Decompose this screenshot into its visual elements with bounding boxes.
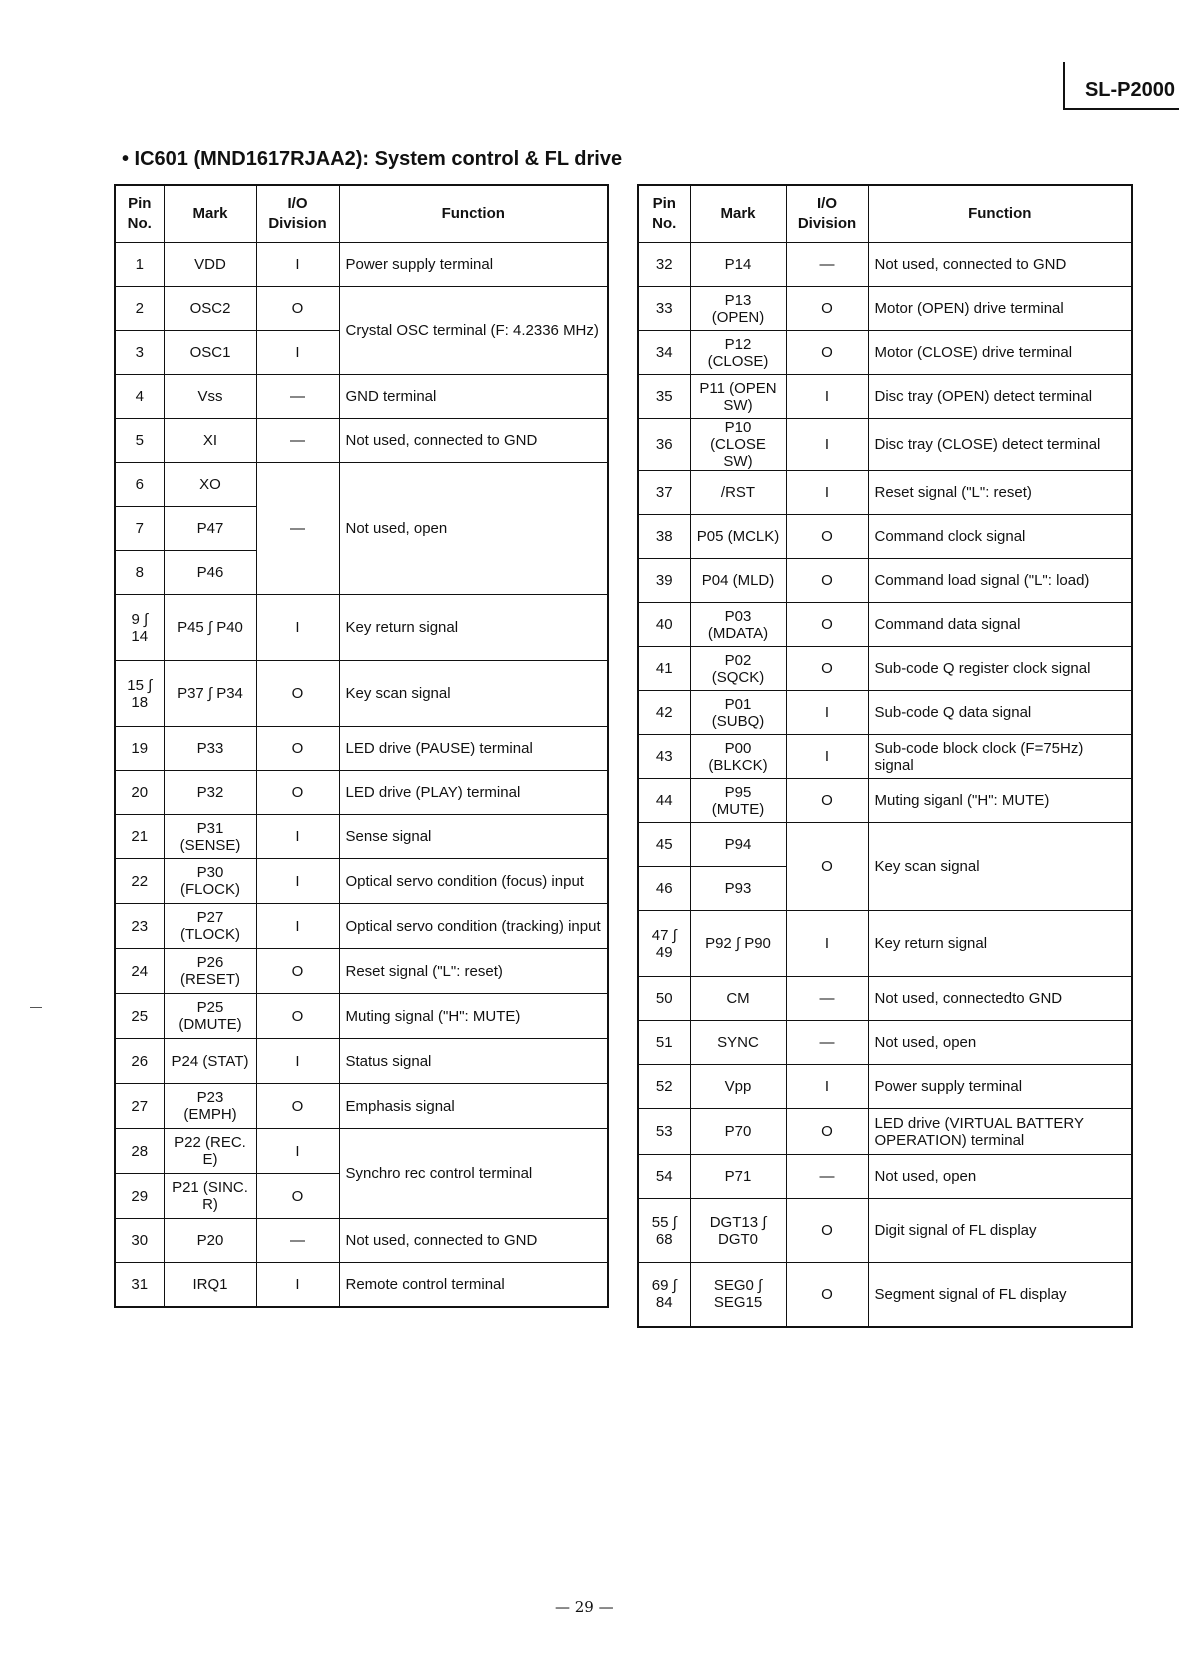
pin-no: 53 xyxy=(638,1109,690,1155)
margin-tick xyxy=(30,1007,42,1008)
function: Not used, connected to GND xyxy=(868,243,1132,287)
pin-no: 42 xyxy=(638,691,690,735)
pin-no: 45 xyxy=(638,823,690,867)
pin-no: 39 xyxy=(638,559,690,603)
pin-no: 25 xyxy=(115,994,164,1039)
pin-table-left xyxy=(114,184,609,1308)
table-row xyxy=(115,1219,608,1263)
col-function: Function xyxy=(339,185,608,243)
function: Key return signal xyxy=(868,911,1132,977)
table-row xyxy=(638,287,1132,331)
pin-no: 7 xyxy=(115,507,164,551)
mark: P11 (OPEN SW) xyxy=(690,375,786,419)
mark: DGT13 ∫ DGT0 xyxy=(690,1199,786,1263)
io-division: O xyxy=(786,331,868,375)
mark: P71 xyxy=(690,1155,786,1199)
pin-no: 43 xyxy=(638,735,690,779)
table-row xyxy=(115,771,608,815)
mark: P45 ∫ P40 xyxy=(164,595,256,661)
io-division: O xyxy=(256,949,339,994)
io-division: O xyxy=(786,1199,868,1263)
io-division: O xyxy=(256,287,339,331)
function: LED drive (PLAY) terminal xyxy=(339,771,608,815)
mark: P03 (MDATA) xyxy=(690,603,786,647)
io-division: O xyxy=(256,661,339,727)
table-row xyxy=(638,243,1132,287)
table-row xyxy=(115,419,608,463)
mark: P27 (TLOCK) xyxy=(164,904,256,949)
mark: P94 xyxy=(690,823,786,867)
pin-no: 4 xyxy=(115,375,164,419)
col-pin-no: Pin No. xyxy=(638,185,690,243)
io-division: I xyxy=(256,1039,339,1084)
col-io-division: I/O Division xyxy=(256,185,339,243)
pin-no: 55 ∫ 68 xyxy=(638,1199,690,1263)
table-row xyxy=(638,1263,1132,1327)
mark: /RST xyxy=(690,471,786,515)
pin-no: 40 xyxy=(638,603,690,647)
table-row xyxy=(638,515,1132,559)
function: Muting signal ("H": MUTE) xyxy=(339,994,608,1039)
pin-table-right xyxy=(637,184,1133,1328)
io-division: O xyxy=(786,559,868,603)
col-pin-no: Pin No. xyxy=(115,185,164,243)
function: Muting siganl ("H": MUTE) xyxy=(868,779,1132,823)
mark: P24 (STAT) xyxy=(164,1039,256,1084)
mark: P32 xyxy=(164,771,256,815)
table-row xyxy=(638,977,1132,1021)
table-row xyxy=(115,1039,608,1084)
mark: P00 (BLKCK) xyxy=(690,735,786,779)
pin-no: 8 xyxy=(115,551,164,595)
mark: VDD xyxy=(164,243,256,287)
table-row xyxy=(638,1109,1132,1155)
function: Key return signal xyxy=(339,595,608,661)
io-division: — xyxy=(786,1021,868,1065)
table-row xyxy=(638,559,1132,603)
mark: P92 ∫ P90 xyxy=(690,911,786,977)
table-header xyxy=(638,185,1132,243)
mark: Vss xyxy=(164,375,256,419)
mark: P30 (FLOCK) xyxy=(164,859,256,904)
io-division: O xyxy=(256,994,339,1039)
function: GND terminal xyxy=(339,375,608,419)
pin-no: 34 xyxy=(638,331,690,375)
pin-no: 20 xyxy=(115,771,164,815)
pin-no: 31 xyxy=(115,1263,164,1307)
mark: P13 (OPEN) xyxy=(690,287,786,331)
mark: P05 (MCLK) xyxy=(690,515,786,559)
pin-no: 28 xyxy=(115,1129,164,1174)
function: Not used, open xyxy=(339,463,608,595)
function: Power supply terminal xyxy=(339,243,608,287)
pin-no: 29 xyxy=(115,1174,164,1219)
io-division: O xyxy=(786,779,868,823)
table-row xyxy=(638,1155,1132,1199)
function: Not used, open xyxy=(868,1021,1132,1065)
function: Not used, open xyxy=(868,1155,1132,1199)
function: Command clock signal xyxy=(868,515,1132,559)
mark: P21 (SINC. R) xyxy=(164,1174,256,1219)
function: Not used, connected to GND xyxy=(339,419,608,463)
table-row xyxy=(115,727,608,771)
function: Not used, connectedto GND xyxy=(868,977,1132,1021)
table-row xyxy=(115,949,608,994)
pin-no: 69 ∫ 84 xyxy=(638,1263,690,1327)
io-division: I xyxy=(786,375,868,419)
mark: P93 xyxy=(690,867,786,911)
mark: P10 (CLOSE SW) xyxy=(690,419,786,471)
pin-no: 24 xyxy=(115,949,164,994)
io-division: — xyxy=(256,375,339,419)
function: Status signal xyxy=(339,1039,608,1084)
io-division: O xyxy=(786,1263,868,1327)
io-division: O xyxy=(786,823,868,911)
io-division: I xyxy=(786,911,868,977)
table-row xyxy=(638,1021,1132,1065)
table-row xyxy=(115,595,608,661)
io-division: I xyxy=(256,331,339,375)
table-row xyxy=(115,243,608,287)
table-row xyxy=(638,419,1132,471)
io-division: O xyxy=(786,287,868,331)
function: Optical servo condition (focus) input xyxy=(339,859,608,904)
table-row xyxy=(115,1084,608,1129)
pin-no: 32 xyxy=(638,243,690,287)
io-division: — xyxy=(256,1219,339,1263)
pin-no: 33 xyxy=(638,287,690,331)
section-title: • IC601 (MND1617RJAA2): System control & FL drive xyxy=(122,148,623,170)
table-header xyxy=(115,185,608,243)
pin-no: 37 xyxy=(638,471,690,515)
pin-no: 30 xyxy=(115,1219,164,1263)
table-row xyxy=(638,735,1132,779)
io-division: O xyxy=(256,771,339,815)
pin-no: 41 xyxy=(638,647,690,691)
pin-no: 21 xyxy=(115,815,164,859)
mark: P26 (RESET) xyxy=(164,949,256,994)
pin-no: 44 xyxy=(638,779,690,823)
function: Crystal OSC terminal (F: 4.2336 MHz) xyxy=(339,287,608,375)
function: Sub-code Q data signal xyxy=(868,691,1132,735)
function: Motor (OPEN) drive terminal xyxy=(868,287,1132,331)
io-division: O xyxy=(786,515,868,559)
table-row xyxy=(638,911,1132,977)
model-box xyxy=(1063,62,1179,110)
function: Reset signal ("L": reset) xyxy=(868,471,1132,515)
pin-no: 47 ∫ 49 xyxy=(638,911,690,977)
io-division: O xyxy=(256,1174,339,1219)
function: Sense signal xyxy=(339,815,608,859)
function: Synchro rec control terminal xyxy=(339,1129,608,1219)
pin-no: 9 ∫ 14 xyxy=(115,595,164,661)
mark: Vpp xyxy=(690,1065,786,1109)
pin-no: 36 xyxy=(638,419,690,471)
pin-no: 54 xyxy=(638,1155,690,1199)
mark: P04 (MLD) xyxy=(690,559,786,603)
model-number: SL-P2000 xyxy=(1084,79,1175,101)
io-division: I xyxy=(256,1129,339,1174)
io-division: I xyxy=(256,243,339,287)
function: Optical servo condition (tracking) input xyxy=(339,904,608,949)
io-division: I xyxy=(256,859,339,904)
function: Key scan signal xyxy=(339,661,608,727)
function: Command data signal xyxy=(868,603,1132,647)
io-division: O xyxy=(786,1109,868,1155)
table-row xyxy=(115,1129,608,1174)
io-division: — xyxy=(256,463,339,595)
mark: P20 xyxy=(164,1219,256,1263)
io-division: I xyxy=(786,419,868,471)
io-division: O xyxy=(256,727,339,771)
function: Command load signal ("L": load) xyxy=(868,559,1132,603)
mark: P25 (DMUTE) xyxy=(164,994,256,1039)
mark: P22 (REC. E) xyxy=(164,1129,256,1174)
io-division: — xyxy=(786,1155,868,1199)
table-row xyxy=(115,994,608,1039)
io-division: I xyxy=(256,595,339,661)
function: LED drive (VIRTUAL BATTERY OPERATION) terminal xyxy=(868,1109,1132,1155)
table-row xyxy=(638,1065,1132,1109)
table-row xyxy=(638,603,1132,647)
mark: XI xyxy=(164,419,256,463)
mark: SEG0 ∫ SEG15 xyxy=(690,1263,786,1327)
pin-no: 35 xyxy=(638,375,690,419)
mark: OSC2 xyxy=(164,287,256,331)
pin-no: 52 xyxy=(638,1065,690,1109)
mark: SYNC xyxy=(690,1021,786,1065)
mark: P47 xyxy=(164,507,256,551)
mark: P70 xyxy=(690,1109,786,1155)
io-division: O xyxy=(786,603,868,647)
function: Key scan signal xyxy=(868,823,1132,911)
function: Segment signal of FL display xyxy=(868,1263,1132,1327)
pin-no: 2 xyxy=(115,287,164,331)
table-row xyxy=(115,661,608,727)
io-division: I xyxy=(256,815,339,859)
mark: P37 ∫ P34 xyxy=(164,661,256,727)
mark: OSC1 xyxy=(164,331,256,375)
table-row xyxy=(638,823,1132,867)
mark: P31 (SENSE) xyxy=(164,815,256,859)
mark: P14 xyxy=(690,243,786,287)
table-row xyxy=(115,859,608,904)
io-division: O xyxy=(786,647,868,691)
pin-no: 46 xyxy=(638,867,690,911)
mark: P01 (SUBQ) xyxy=(690,691,786,735)
col-io-division: I/O Division xyxy=(786,185,868,243)
mark: P95 (MUTE) xyxy=(690,779,786,823)
pin-no: 27 xyxy=(115,1084,164,1129)
mark: CM xyxy=(690,977,786,1021)
function: Emphasis signal xyxy=(339,1084,608,1129)
function: Disc tray (OPEN) detect terminal xyxy=(868,375,1132,419)
col-mark: Mark xyxy=(690,185,786,243)
pin-no: 38 xyxy=(638,515,690,559)
table-row xyxy=(115,463,608,507)
mark: P46 xyxy=(164,551,256,595)
io-division: I xyxy=(786,471,868,515)
table-row xyxy=(638,471,1132,515)
function: Sub-code block clock (F=75Hz) signal xyxy=(868,735,1132,779)
io-division: I xyxy=(786,735,868,779)
page-number: — 29 — xyxy=(555,1598,614,1616)
io-division: I xyxy=(786,1065,868,1109)
pin-no: 19 xyxy=(115,727,164,771)
table-row xyxy=(115,375,608,419)
function: Remote control terminal xyxy=(339,1263,608,1307)
table-row xyxy=(115,815,608,859)
col-mark: Mark xyxy=(164,185,256,243)
function: Disc tray (CLOSE) detect terminal xyxy=(868,419,1132,471)
table-row xyxy=(115,904,608,949)
pin-no: 50 xyxy=(638,977,690,1021)
mark: P33 xyxy=(164,727,256,771)
io-division: — xyxy=(786,977,868,1021)
mark: XO xyxy=(164,463,256,507)
table-row xyxy=(638,331,1132,375)
function: Not used, connected to GND xyxy=(339,1219,608,1263)
pin-no: 15 ∫ 18 xyxy=(115,661,164,727)
mark: IRQ1 xyxy=(164,1263,256,1307)
function: Sub-code Q register clock signal xyxy=(868,647,1132,691)
pin-no: 1 xyxy=(115,243,164,287)
io-division: I xyxy=(786,691,868,735)
mark: P23 (EMPH) xyxy=(164,1084,256,1129)
pin-no: 51 xyxy=(638,1021,690,1065)
function: Power supply terminal xyxy=(868,1065,1132,1109)
col-function: Function xyxy=(868,185,1132,243)
io-division: O xyxy=(256,1084,339,1129)
table-row xyxy=(638,779,1132,823)
pin-no: 22 xyxy=(115,859,164,904)
pin-no: 3 xyxy=(115,331,164,375)
table-row xyxy=(638,1199,1132,1263)
function: Digit signal of FL display xyxy=(868,1199,1132,1263)
mark: P12 (CLOSE) xyxy=(690,331,786,375)
io-division: I xyxy=(256,904,339,949)
table-row xyxy=(115,287,608,331)
table-row xyxy=(638,691,1132,735)
io-division: — xyxy=(256,419,339,463)
table-row xyxy=(638,647,1132,691)
mark: P02 (SQCK) xyxy=(690,647,786,691)
function: LED drive (PAUSE) terminal xyxy=(339,727,608,771)
function: Motor (CLOSE) drive terminal xyxy=(868,331,1132,375)
table-row xyxy=(638,375,1132,419)
table-row xyxy=(115,1263,608,1307)
pin-no: 23 xyxy=(115,904,164,949)
pin-no: 6 xyxy=(115,463,164,507)
io-division: I xyxy=(256,1263,339,1307)
io-division: — xyxy=(786,243,868,287)
pin-no: 5 xyxy=(115,419,164,463)
function: Reset signal ("L": reset) xyxy=(339,949,608,994)
pin-no: 26 xyxy=(115,1039,164,1084)
